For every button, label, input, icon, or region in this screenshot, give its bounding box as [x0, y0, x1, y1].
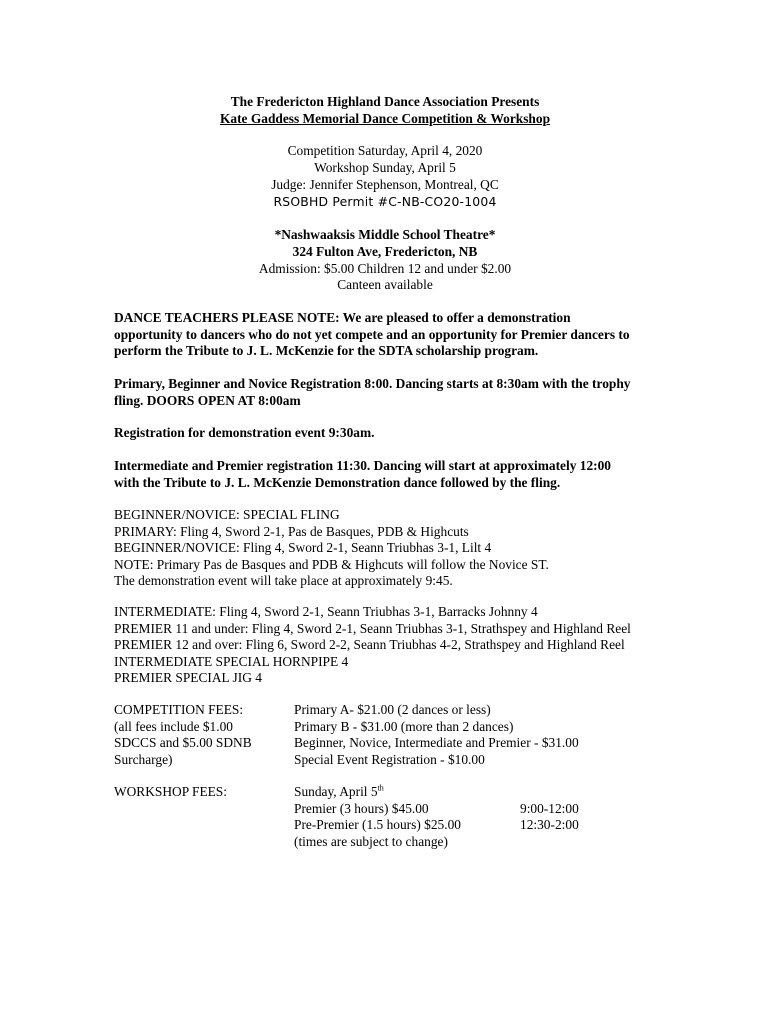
judge-info: Judge: Jennifer Stephenson, Montreal, QC: [271, 177, 499, 192]
dance-list-premier: [114, 604, 674, 687]
competition-fee-item: Beginner, Novice, Intermediate and Premier - $31.00: [294, 735, 579, 751]
competition-fee-item: Special Event Registration - $10.00: [294, 751, 485, 767]
dance-list-beginner: [114, 507, 674, 590]
dance-list-item: BEGINNER/NOVICE: Fling 4, Sword 2-1, Seann Triubhas 3-1, Lilt 4: [114, 540, 492, 556]
demonstration-registration-note: [114, 425, 674, 442]
teachers-note-line: perform the Tribute to J. L. McKenzie for the SDTA scholarship program.: [114, 343, 539, 359]
workshop-fees-label: WORKSHOP FEES:: [114, 784, 227, 799]
primary-registration-note: [114, 376, 674, 409]
document-subtitle: [0, 111, 770, 128]
workshop-day-suffix: th: [377, 783, 384, 793]
workshop-fees-list: [294, 784, 461, 850]
admission-info: Admission: $5.00 Children 12 and under $2.00: [258, 261, 512, 276]
demonstration-registration-line: Registration for demonstration event 9:30am.: [114, 425, 375, 440]
competition-fees-label-line: (all fees include $1.00: [114, 718, 233, 734]
competition-fees-label-line: COMPETITION FEES:: [114, 702, 244, 717]
canteen-info: Canteen available: [337, 277, 433, 292]
dance-list-item: PREMIER 12 and over: Fling 6, Sword 2-2, Seann Triubhas 4-2, Strathspey and Highland Reel: [114, 637, 625, 653]
intermediate-registration-line: with the Tribute to J. L. McKenzie Demonstration dance followed by the fling.: [114, 474, 561, 490]
document-subtitle-text: Kate Gaddess Memorial Dance Competition & Workshop: [219, 111, 551, 126]
workshop-time: 12:30-2:00: [520, 817, 579, 833]
primary-registration-line: fling. DOORS OPEN AT 8:00am: [114, 392, 301, 408]
dance-list-item: BEGINNER/NOVICE: SPECIAL FLING: [114, 507, 340, 522]
workshop-day-text: Sunday, April 5: [294, 784, 378, 799]
venue-name: *Nashwaaksis Middle School Theatre*: [274, 227, 496, 242]
workshop-note: (times are subject to change): [294, 833, 448, 849]
workshop-times: [520, 801, 579, 834]
permit-number: RSOBHD Permit #C-NB-CO20-1004: [273, 194, 497, 209]
competition-fee-item: Primary B - $31.00 (more than 2 dances): [294, 718, 514, 734]
dance-list-item: INTERMEDIATE: Fling 4, Sword 2-1, Seann Triubhas 3-1, Barracks Johnny 4: [114, 604, 538, 619]
dance-list-item: PREMIER SPECIAL JIG 4: [114, 670, 262, 686]
dance-list-item: INTERMEDIATE SPECIAL HORNPIPE 4: [114, 653, 349, 669]
dance-list-item: The demonstration event will take place at approximately 9:45.: [114, 573, 453, 589]
workshop-time: 9:00-12:00: [520, 800, 579, 816]
workshop-day: [294, 784, 461, 801]
teachers-note-line: opportunity to dancers who do not yet compete and an opportunity for Premier dancers to: [114, 326, 630, 342]
competition-date: Competition Saturday, April 4, 2020: [287, 143, 483, 158]
workshop-date: Workshop Sunday, April 5: [314, 160, 456, 175]
teachers-note: [114, 310, 674, 360]
document-title: The Fredericton Highland Dance Association Presents: [230, 94, 540, 109]
dance-list-item: PREMIER 11 and under: Fling 4, Sword 2-1, Seann Triubhas 3-1, Strathspey and Highland Reel: [114, 620, 631, 636]
dance-list-item: NOTE: Primary Pas de Basques and PDB & Highcuts will follow the Novice ST.: [114, 556, 549, 572]
teachers-note-line: DANCE TEACHERS PLEASE NOTE: We are pleased to offer a demonstration: [114, 310, 571, 325]
competition-fees-list: [294, 702, 579, 768]
competition-fees-label: [114, 702, 252, 768]
intermediate-registration-line: Intermediate and Premier registration 11:30. Dancing will start at approximately 12:00: [114, 458, 612, 473]
primary-registration-line: Primary, Beginner and Novice Registration 8:00. Dancing starts at 8:30am with the trophy: [114, 376, 631, 391]
competition-fees-label-line: SDCCS and $5.00 SDNB: [114, 735, 252, 751]
dance-list-item: PRIMARY: Fling 4, Sword 2-1, Pas de Basques, PDB & Highcuts: [114, 523, 469, 539]
workshop-fee-item: Premier (3 hours) $45.00: [294, 800, 429, 816]
intermediate-registration-note: [114, 458, 674, 491]
venue-address: 324 Fulton Ave, Fredericton, NB: [292, 244, 478, 259]
competition-fees-label-line: Surcharge): [114, 751, 173, 767]
competition-fee-item: Primary A- $21.00 (2 dances or less): [294, 702, 491, 717]
workshop-fee-item: Pre-Premier (1.5 hours) $25.00: [294, 817, 461, 833]
